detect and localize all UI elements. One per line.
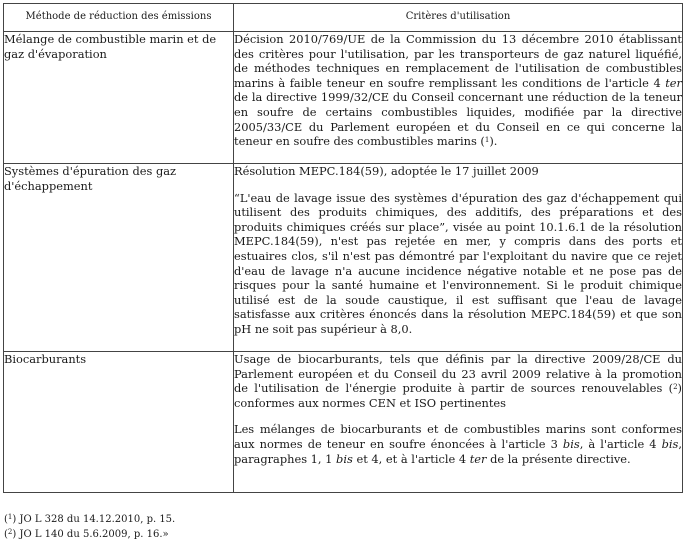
table-row — [4, 164, 683, 352]
criteria-cell — [234, 352, 683, 493]
criteria-table — [3, 3, 683, 493]
criteria-paragraph: Résolution MEPC.184(59), adoptée le 17 juillet 2009 — [234, 164, 539, 178]
table-header-row — [4, 4, 683, 32]
criteria-paragraph: “L'eau de lavage issue des systèmes d'épuration des gaz d'échappement qui utilisent des produits chimiques, des additifs, des préparations et des produits chimiques créés sur place”, visée au point 10.1.6.1 de la résolution MEPC.184(59), n'est pas rejetée en mer, y compris dans des ports et estuaires clos, s'il n'est pas démontré par l'exploitant du navire que ce rejet d'eau de lavage n'a aucune incidence négative notable et ne pose pas de risques pour la santé humaine et l'environnement. Si le produit chimique utilisé est de la soude caustique, il est suffisant que l'eau de lavage satisfasse aux critères énoncés dans la résolution MEPC.184(59) et que son pH ne soit pas supérieur à 8,0. — [234, 190, 682, 336]
criteria-paragraph: Les mélanges de biocarburants et de combustibles marins sont conformes aux normes de teneur en soufre énoncées à l'article 3 bis, à l'article 4 bis, paragraphes 1, 1 bis et 4, et à l'article 4 ter de la présente directive. — [234, 422, 682, 466]
criteria-paragraph: Décision 2010/769/UE de la Commission du 13 décembre 2010 établissant des critères pour l'utilisation, par les transporteurs de gaz naturel liquéfié, de méthodes techniques en remplacement de l'utilisation de combustibles marins à faible teneur en soufre remplissant les conditions de l'article 4 ter de la directive 1999/32/CE du Conseil concernant une réduction de la teneur en soufre de certains combustibles liquides, modifiée par la directive 2005/33/CE du Parlement européen et du Conseil en ce qui concerne la teneur en soufre des combustibles marins ($^1$). — [234, 32, 682, 149]
criteria-cell — [234, 32, 683, 164]
method-cell: Biocarburants — [4, 352, 234, 493]
column-header-criteria: Critères d'utilisation — [234, 4, 683, 32]
footnote-1: ($^1$) JO L 328 du 14.12.2010, p. 15. — [4, 513, 176, 525]
method-cell: Systèmes d'épuration des gaz d'échappement — [4, 164, 234, 352]
table-row — [4, 32, 683, 164]
method-cell: Mélange de combustible marin et de gaz d'évaporation — [4, 32, 234, 164]
criteria-paragraph: Usage de biocarburants, tels que définis par la directive 2009/28/CE du Parlement européen et du Conseil du 23 avril 2009 relative à la promotion de l'utilisation de l'énergie produite à partir de sources renouvelables ($^2$) conformes aux normes CEN et ISO pertinentes — [234, 352, 682, 410]
table-row — [4, 352, 683, 493]
footnote-2: ($^2$) JO L 140 du 5.6.2009, p. 16.» — [4, 528, 169, 540]
criteria-cell — [234, 164, 683, 352]
column-header-method: Méthode de réduction des émissions — [4, 4, 234, 32]
